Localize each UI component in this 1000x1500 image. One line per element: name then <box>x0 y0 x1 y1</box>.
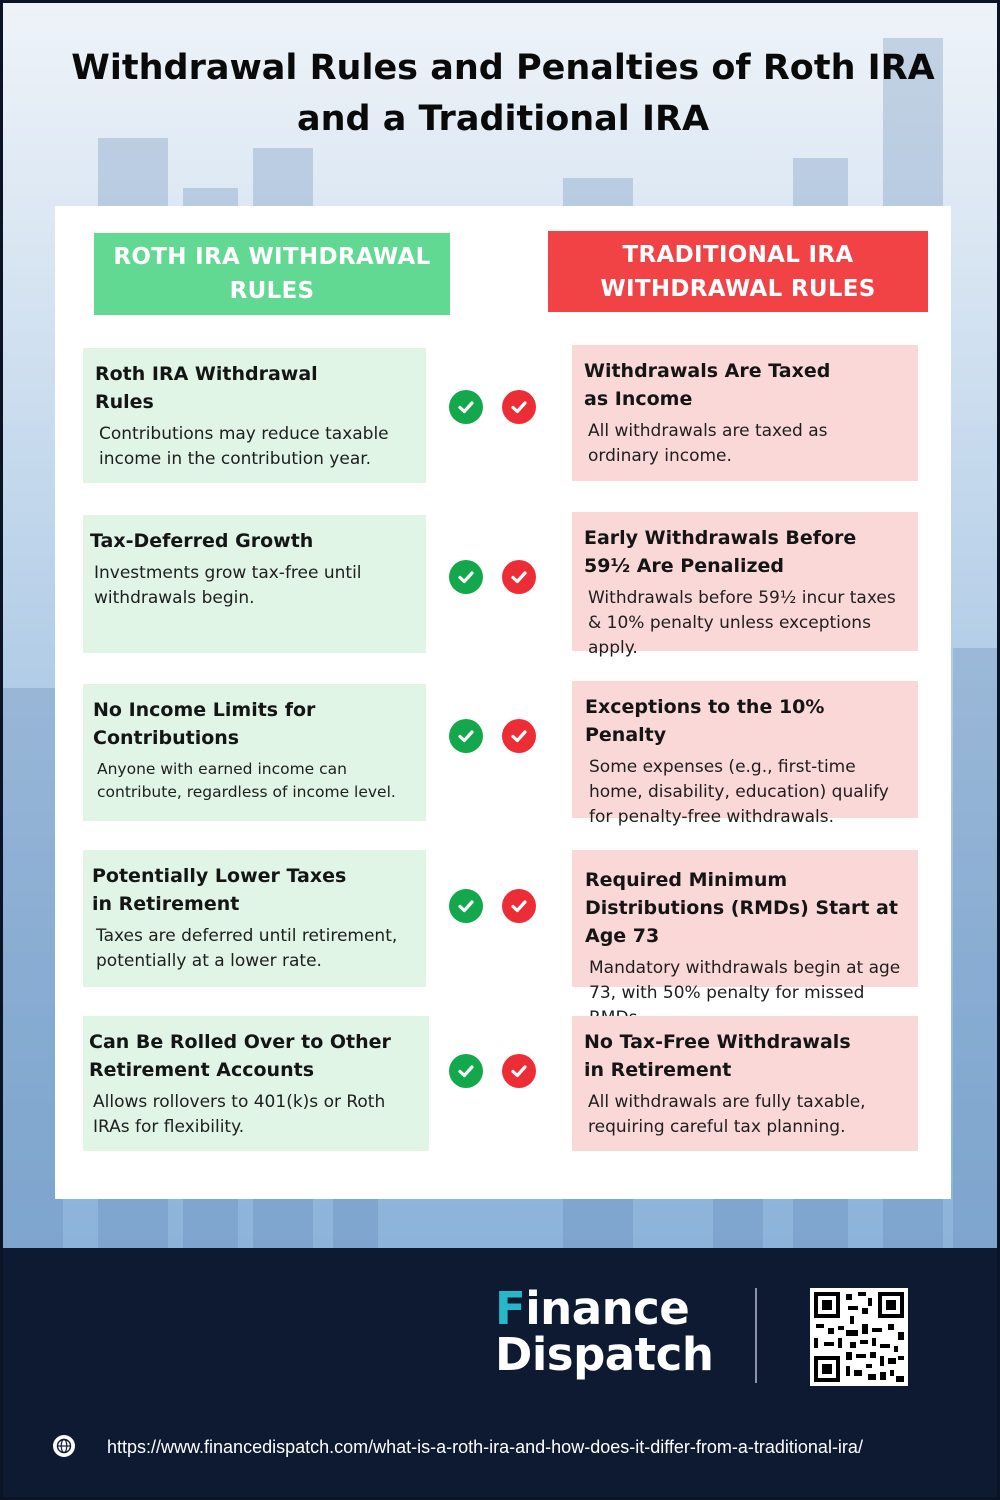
comparison-icons <box>449 1054 536 1088</box>
roth-card-text: Investments grow tax-free until withdrawals begin. <box>94 563 362 608</box>
comparison-icons <box>449 889 536 923</box>
roth-card <box>83 1016 429 1151</box>
roth-card-title: Roth IRA Withdrawal Rules <box>95 363 318 413</box>
check-circle-icon <box>502 390 536 424</box>
traditional-card <box>572 345 918 481</box>
comparison-panel <box>55 206 951 1199</box>
brand-logo[interactable]: Finance Dispatch <box>495 1282 714 1381</box>
traditional-card-title: No Tax-Free Withdrawals in Retirement <box>584 1031 851 1081</box>
roth-card-title: Tax-Deferred Growth <box>90 530 314 552</box>
traditional-header: TRADITIONAL IRA WITHDRAWAL RULES <box>548 231 928 312</box>
roth-card-title: Potentially Lower Taxes in Retirement <box>92 865 347 915</box>
traditional-card-text: All withdrawals are fully taxable, requiring careful tax planning. <box>588 1092 866 1137</box>
comparison-icons <box>449 719 536 753</box>
globe-icon <box>53 1435 75 1457</box>
traditional-card-text: Withdrawals before 59½ incur taxes & 10% penalty unless exceptions apply. <box>588 588 896 658</box>
check-circle-icon <box>502 719 536 753</box>
roth-card-text: Allows rollovers to 401(k)s or Roth IRAs for flexibility. <box>93 1092 386 1137</box>
traditional-card-title: Early Withdrawals Before 59½ Are Penalized <box>584 527 857 577</box>
check-circle-icon <box>449 390 483 424</box>
traditional-card <box>572 681 918 827</box>
check-circle-icon <box>502 1054 536 1088</box>
traditional-card-title: Withdrawals Are Taxed as Income <box>584 360 831 410</box>
roth-card <box>83 348 426 483</box>
traditional-card-title: Required Minimum Distributions (RMDs) Start at Age 73 <box>585 869 898 947</box>
check-circle-icon <box>449 560 483 594</box>
footer <box>3 1248 1000 1500</box>
check-circle-icon <box>449 889 483 923</box>
roth-card-text: Contributions may reduce taxable income in the contribution year. <box>99 424 389 469</box>
traditional-card <box>572 512 918 658</box>
traditional-card <box>572 1016 918 1151</box>
traditional-card-text: Some expenses (e.g., first-time home, disability, education) qualify for penalty-free withdrawals. <box>589 757 889 827</box>
check-circle-icon <box>449 1054 483 1088</box>
roth-card <box>83 850 426 987</box>
comparison-icons <box>449 390 536 424</box>
brand-line2: Dispatch <box>495 1328 714 1381</box>
roth-card-text: Taxes are deferred until retirement, potentially at a lower rate. <box>96 926 398 971</box>
check-circle-icon <box>502 889 536 923</box>
traditional-card-title: Exceptions to the 10% Penalty <box>585 696 825 746</box>
source-url[interactable]: https://www.financedispatch.com/what-is-a-roth-ira-and-how-does-it-differ-from-a-traditional-ira/ <box>107 1437 863 1457</box>
check-circle-icon <box>449 719 483 753</box>
roth-card <box>83 684 426 821</box>
roth-card-text: Anyone with earned income can contribute, regardless of income level. <box>97 760 396 801</box>
footer-divider <box>755 1288 757 1383</box>
roth-card-title: No Income Limits for Contributions <box>93 699 316 749</box>
brand-line1-rest: inance <box>525 1282 690 1335</box>
page-title: Withdrawal Rules and Penalties of Roth IRA and a Traditional IRA <box>71 48 935 139</box>
check-circle-icon <box>502 560 536 594</box>
roth-card <box>83 515 426 653</box>
traditional-card <box>572 850 918 1003</box>
roth-header: ROTH IRA WITHDRAWAL RULES <box>94 233 450 315</box>
traditional-card-text: All withdrawals are taxed as ordinary income. <box>588 421 828 466</box>
traditional-card-text: Mandatory withdrawals begin at age 73, with 50% penalty for missed <box>589 958 901 1003</box>
qr-code[interactable] <box>810 1288 908 1386</box>
roth-card-title: Can Be Rolled Over to Other Retirement Accounts <box>89 1031 391 1081</box>
comparison-icons <box>449 560 536 594</box>
